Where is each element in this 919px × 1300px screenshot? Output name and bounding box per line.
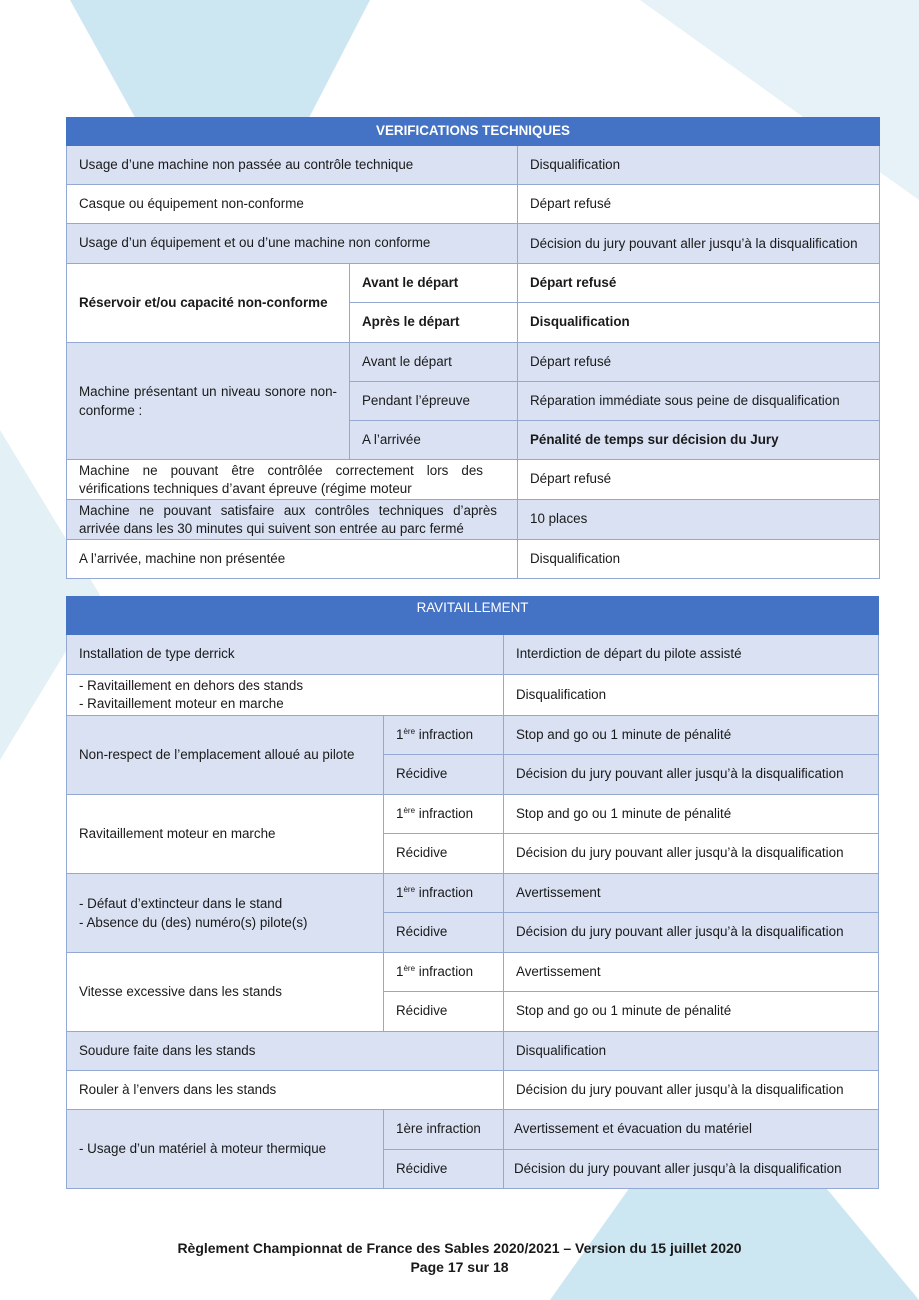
footer-page-number: Page 17 sur 18 bbox=[410, 1259, 509, 1275]
row-label: Installation de type derrick bbox=[67, 635, 504, 675]
row-label-line: - Défaut d’extincteur dans le stand bbox=[79, 896, 283, 911]
row-label-text: Machine ne pouvant être contrôlée correctement lors des vérifications techniques d’avant épreuve (régime moteur bbox=[79, 462, 483, 496]
ordinal-number: 1 bbox=[396, 884, 404, 900]
row-label bbox=[67, 460, 518, 500]
table-row bbox=[67, 224, 880, 264]
ordinal-number: 1 bbox=[396, 963, 404, 979]
row-condition: 1ère infraction bbox=[384, 1110, 504, 1150]
row-penalty: Avertissement bbox=[504, 874, 879, 913]
row-penalty: Stop and go ou 1 minute de pénalité bbox=[504, 716, 879, 755]
row-label: A l’arrivée, machine non présentée bbox=[67, 540, 518, 579]
infraction-word: infraction bbox=[415, 884, 474, 900]
row-condition: Pendant l’épreuve bbox=[350, 382, 518, 421]
row-penalty: Disqualification bbox=[518, 146, 880, 185]
recidive-label: Récidive bbox=[384, 755, 504, 795]
row-condition: A l’arrivée bbox=[350, 421, 518, 460]
first-infraction-label bbox=[384, 795, 504, 834]
verifications-techniques-table bbox=[66, 117, 880, 579]
recidive-label: Récidive bbox=[384, 834, 504, 874]
row-condition: Récidive bbox=[384, 1150, 504, 1189]
row-label: Machine présentant un niveau sonore non-conforme : bbox=[67, 343, 350, 460]
row-penalty: Disqualification bbox=[504, 675, 879, 716]
row-penalty: Décision du jury pouvant aller jusqu’à la disqualification bbox=[504, 755, 879, 795]
table-row bbox=[67, 343, 880, 382]
ravitaillement-table bbox=[66, 596, 879, 1189]
table-row bbox=[67, 540, 880, 579]
first-infraction-label bbox=[384, 953, 504, 992]
row-penalty: Pénalité de temps sur décision du Jury bbox=[518, 421, 880, 460]
row-penalty: Décision du jury pouvant aller jusqu’à la disqualification bbox=[504, 913, 879, 953]
row-label: Casque ou équipement non-conforme bbox=[67, 185, 518, 224]
row-label-line: - Ravitaillement moteur en marche bbox=[79, 696, 284, 711]
recidive-label: Récidive bbox=[384, 992, 504, 1032]
row-penalty: Disqualification bbox=[504, 1032, 879, 1071]
row-penalty: Décision du jury pouvant aller jusqu’à la disqualification bbox=[518, 224, 880, 264]
row-penalty: Décision du jury pouvant aller jusqu’à la disqualification bbox=[504, 1071, 879, 1110]
row-penalty: Stop and go ou 1 minute de pénalité bbox=[504, 795, 879, 834]
row-condition: Avant le départ bbox=[350, 264, 518, 303]
infraction-word: infraction bbox=[415, 963, 474, 979]
row-label-line: - Absence du (des) numéro(s) pilote(s) bbox=[79, 915, 308, 930]
infraction-word: infraction bbox=[415, 726, 474, 742]
row-penalty: Interdiction de départ du pilote assisté bbox=[504, 635, 879, 675]
row-label: - Usage d’un matériel à moteur thermique bbox=[67, 1110, 384, 1189]
table-row bbox=[67, 146, 880, 185]
row-penalty: Départ refusé bbox=[518, 460, 880, 500]
table-row bbox=[67, 716, 879, 755]
table-row bbox=[67, 874, 879, 913]
row-condition: Après le départ bbox=[350, 303, 518, 343]
ravitaillement-title: RAVITAILLEMENT bbox=[67, 597, 879, 635]
row-penalty: Décision du jury pouvant aller jusqu’à la disqualification bbox=[504, 834, 879, 874]
row-penalty: Disqualification bbox=[518, 540, 880, 579]
row-penalty: Avertissement bbox=[504, 953, 879, 992]
row-label: Non-respect de l’emplacement alloué au pilote bbox=[67, 716, 384, 795]
row-condition: Avant le départ bbox=[350, 343, 518, 382]
ordinal-suffix: ère bbox=[403, 963, 416, 973]
first-infraction-label bbox=[384, 874, 504, 913]
ordinal-suffix: ère bbox=[403, 884, 416, 894]
verifications-title: VERIFICATIONS TECHNIQUES bbox=[67, 118, 880, 146]
table-row bbox=[67, 1110, 879, 1150]
row-label bbox=[67, 874, 384, 953]
table-row bbox=[67, 953, 879, 992]
row-label bbox=[67, 675, 504, 716]
row-label: Rouler à l’envers dans les stands bbox=[67, 1071, 504, 1110]
table-row bbox=[67, 795, 879, 834]
ordinal-suffix: ère bbox=[403, 805, 416, 815]
ordinal-number: 1 bbox=[396, 805, 404, 821]
table-row bbox=[67, 1071, 879, 1110]
row-penalty: Départ refusé bbox=[518, 343, 880, 382]
row-label-line: - Ravitaillement en dehors des stands bbox=[79, 678, 304, 693]
table-row bbox=[67, 460, 880, 500]
row-penalty: Départ refusé bbox=[518, 264, 880, 303]
row-penalty: Disqualification bbox=[518, 303, 880, 343]
row-penalty: Départ refusé bbox=[518, 185, 880, 224]
row-penalty: Décision du jury pouvant aller jusqu’à la disqualification bbox=[504, 1150, 879, 1189]
row-label: Machine ne pouvant satisfaire aux contrôles techniques d’après arrivée dans les 30 minutes qui suivent son entrée au parc fermé bbox=[67, 500, 518, 540]
table-row bbox=[67, 185, 880, 224]
row-penalty: Stop and go ou 1 minute de pénalité bbox=[504, 992, 879, 1032]
row-penalty: Avertissement et évacuation du matériel bbox=[504, 1110, 879, 1150]
row-penalty: 10 places bbox=[518, 500, 880, 540]
row-label: Usage d’une machine non passée au contrôle technique bbox=[67, 146, 518, 185]
page-footer bbox=[0, 1239, 919, 1277]
table-row bbox=[67, 635, 879, 675]
row-label: Ravitaillement moteur en marche bbox=[67, 795, 384, 874]
table-row bbox=[67, 500, 880, 540]
ordinal-suffix: ère bbox=[403, 726, 416, 736]
infraction-word: infraction bbox=[415, 805, 474, 821]
row-label: Soudure faite dans les stands bbox=[67, 1032, 504, 1071]
ordinal-number: 1 bbox=[396, 726, 404, 742]
row-label: Usage d’un équipement et ou d’une machine non conforme bbox=[67, 224, 518, 264]
row-penalty: Réparation immédiate sous peine de disqualification bbox=[518, 382, 880, 421]
row-label: Réservoir et/ou capacité non-conforme bbox=[67, 264, 350, 343]
table-row bbox=[67, 264, 880, 303]
table-row bbox=[67, 1032, 879, 1071]
table-row bbox=[67, 675, 879, 716]
row-label: Vitesse excessive dans les stands bbox=[67, 953, 384, 1032]
footer-title: Règlement Championnat de France des Sables 2020/2021 – Version du 15 juillet 2020 bbox=[177, 1240, 742, 1256]
first-infraction-label bbox=[384, 716, 504, 755]
recidive-label: Récidive bbox=[384, 913, 504, 953]
